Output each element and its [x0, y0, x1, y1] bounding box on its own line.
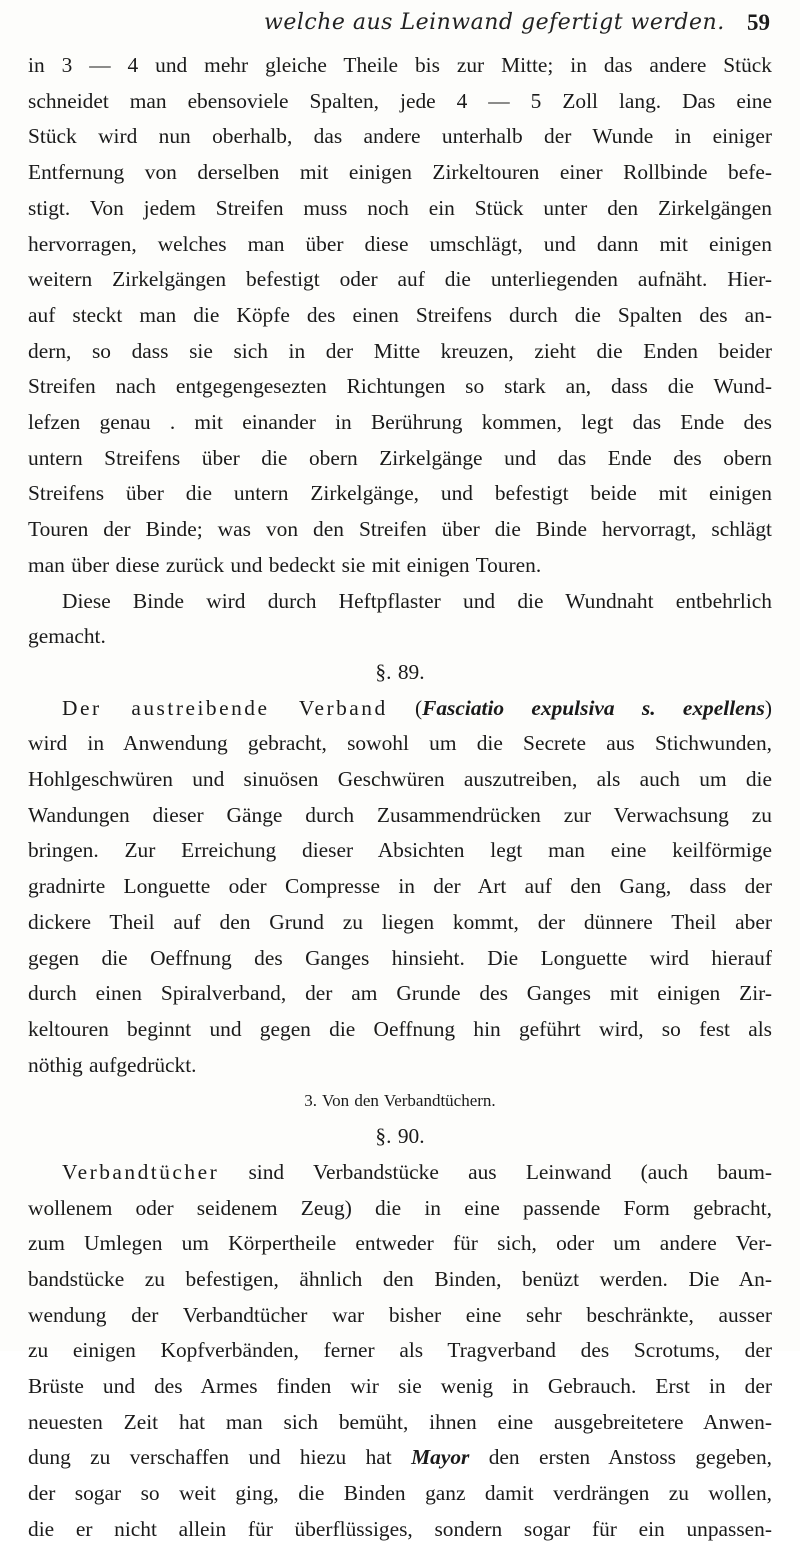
text-line: nöthig aufgedrückt. [28, 1052, 197, 1077]
text-line: bringen. Zur Erreichung dieser Absichten legt man eine keilförmige [28, 838, 772, 863]
line-end: den ersten Anstoss gegeben, [469, 1445, 772, 1470]
text-line: stigt. Von jedem Streifen muss noch ein Stück unter den Zirkelgängen [28, 195, 772, 220]
section-90 [28, 1119, 772, 1547]
text-line: Streifens über die untern Zirkelgänge, und befestigt beide mit einigen [28, 481, 772, 506]
paragraph-continuation [28, 48, 772, 584]
page-number: 59 [747, 10, 770, 35]
text-line: Wandungen dieser Gänge durch Zusammendrücken zur Verwachsung zu [28, 802, 772, 827]
text-line: wendung der Verbandtücher war bisher eine sehr beschränkte, ausser [28, 1302, 772, 1327]
text-line: durch einen Spiralverband, der am Grunde des Ganges mit einigen Zir- [28, 981, 772, 1006]
text-line: zum Umlegen um Körpertheile entweder für sich, oder um andere Ver- [28, 1231, 772, 1256]
text-line: schneidet man ebensoviele Spalten, jede 4 — 5 Zoll lang. Das eine [28, 88, 772, 113]
section-term: Verbandtücher [62, 1159, 220, 1184]
text-line: hervorragen, welches man über diese umschlägt, und dann mit einigen [28, 231, 772, 256]
text-line: wollenem oder seidenem Zeug) die in eine passende Form gebracht, [28, 1195, 772, 1220]
text-line: Hohlgeschwüren und sinuösen Geschwüren auszutreiben, als auch um die [28, 767, 772, 792]
text-line: gegen die Oeffnung des Ganges hinsieht. Die Longuette wird hierauf [28, 945, 772, 970]
line-start: dung zu verschaffen und hiezu hat [28, 1445, 412, 1470]
text-line: bandstücke zu befestigen, ähnlich den Binden, benüzt werden. Die An- [28, 1266, 772, 1291]
text-line: untern Streifens über die obern Zirkelgänge und das Ende des obern [28, 445, 772, 470]
text-line: Diese Binde wird durch Heftpflaster und die Wundnaht entbehrlich [62, 588, 772, 613]
text-line: Brüste und des Armes finden wir sie wenig in Gebrauch. Erst in der [28, 1374, 772, 1399]
chapter-subheading: 3. Von den Verbandtüchern. [304, 1091, 496, 1111]
text-line: Entfernung von derselben mit einigen Zirkeltouren einer Rollbinde befe- [28, 160, 772, 185]
section-89 [28, 655, 772, 1083]
text-line: weitern Zirkelgängen befestigt oder auf die unterliegenden aufnäht. Hier- [28, 267, 772, 292]
text-line: gemacht. [28, 624, 106, 649]
text-line: man über diese zurück und bedeckt sie mit einigen Touren. [28, 552, 542, 577]
section-term: Der austreibende Verband [62, 695, 388, 720]
text-line: zu einigen Kopfverbänden, ferner als Tragverband des Scrotums, der [28, 1338, 772, 1363]
text-line: die er nicht allein für überflüssiges, sondern sogar für ein unpassen- [28, 1516, 772, 1541]
text-line: keltouren beginnt und gegen die Oeffnung hin geführt wird, so fest als [28, 1016, 772, 1041]
text-line [28, 1155, 772, 1191]
text-line: der sogar so weit ging, die Binden ganz damit verdrängen zu wollen, [28, 1481, 772, 1506]
latin-term: Fasciatio expulsiva s. expellens [422, 695, 765, 720]
text-line: Stück wird nun oberhalb, das andere unterhalb der Wunde in einiger [28, 124, 772, 149]
paragraph-wundnaht [28, 584, 772, 655]
body-text [28, 48, 772, 1548]
author-name: Mayor [411, 1445, 470, 1470]
line-rest: sind Verbandstücke aus Leinwand (auch baum- [219, 1159, 772, 1184]
text-line: dern, so dass sie sich in der Mitte kreuzen, zieht die Enden beider [28, 338, 772, 363]
text-line: Touren der Binde; was von den Streifen über die Binde hervorragt, schlägt [28, 517, 772, 542]
text-line: Streifen nach entgegengesezten Richtungen so stark an, dass die Wund- [28, 374, 772, 399]
paren-close: ) [764, 695, 772, 720]
section-number: §. 90. [375, 1124, 425, 1149]
text-line: gradnirte Longuette oder Compresse in der Art auf den Gang, dass der [28, 874, 772, 899]
text-line: auf steckt man die Köpfe des einen Streifens durch die Spalten des an- [28, 302, 772, 327]
text-line: lefzen genau . mit einander in Berührung kommen, legt das Ende des [28, 410, 772, 435]
text-line [28, 1440, 772, 1476]
text-line [28, 691, 772, 727]
section-number: §. 89. [375, 659, 425, 684]
text-line: in 3 — 4 und mehr gleiche Theile bis zur Mitte; in das andere Stück [28, 53, 772, 77]
text-line: dickere Theil auf den Grund zu liegen kommt, der dünnere Theil aber [28, 909, 772, 934]
text-line: wird in Anwendung gebracht, sowohl um die Secrete aus Stichwunden, [28, 731, 772, 756]
text-line: neuesten Zeit hat man sich bemüht, ihnen eine ausgebreitetere Anwen- [28, 1409, 772, 1434]
paren-open: ( [387, 695, 423, 720]
running-head: welche aus Leinwand gefertigt werden. [264, 10, 725, 35]
